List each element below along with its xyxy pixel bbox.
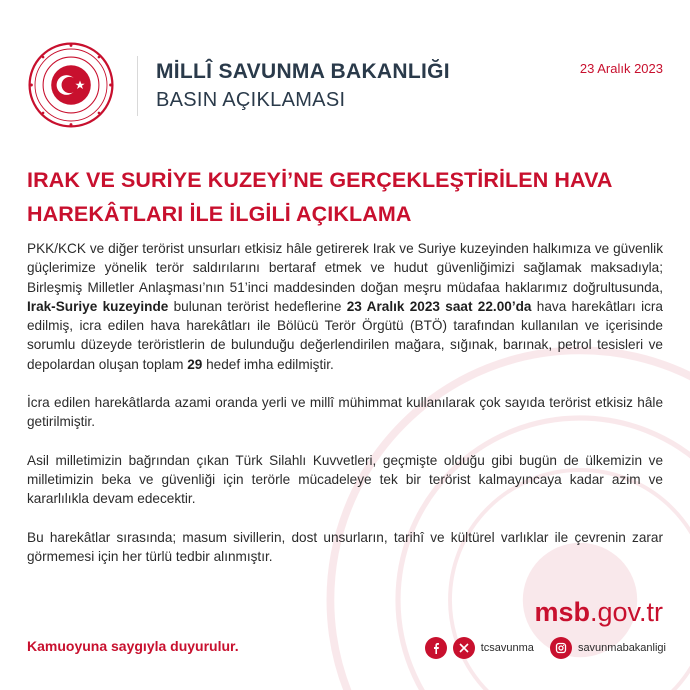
release-date: 23 Aralık 2023 (579, 61, 663, 76)
title-line-1: IRAK VE SURİYE KUZEYİ’NE GERÇEKLEŞTİRİLEN HAVA (27, 168, 613, 192)
closing-statement: Kamuoyuna saygıyla duyurulur. (27, 638, 239, 654)
paragraph-2: İcra edilen harekâtlarda azami oranda yerli ve millî mühimmat kullanılarak çok sayıda terörist etkisiz hâle getirilmiştir. (27, 395, 663, 430)
p1-text-e: hava harekâtları icra edilmiş, icra edilen hava harekâtları ile Bölücü Terör Örgütü (BTÖ) tarafından kullanılan ve içerisinde sorumlu düzeyde teröristlerin de bulunduğu değerlendirilen mağara, sığınak, barınak, petrol tesisleri ve depolardan oluşan toplam (27, 298, 663, 372)
statement-body (27, 239, 663, 585)
paragraph-4: Bu harekâtlar sırasında; masum sivillerin, dost unsurların, tarihî ve kültürel varlıklar ile çevrenin zarar görmemesi için her türlü tedbir alınmıştır. (27, 529, 663, 564)
website-link[interactable] (534, 597, 663, 628)
p1-datetime-bold: 23 Aralık 2023 saat 22.00’da (346, 298, 532, 314)
instagram-icon[interactable] (550, 637, 572, 659)
social-links (425, 637, 666, 659)
ministry-name: MİLLÎ SAVUNMA BAKANLIĞI (156, 60, 450, 83)
p1-text-c: bulunan terörist hedeflerine (168, 298, 347, 314)
p1-text-g: hedef imha edilmiştir. (202, 356, 334, 372)
document-type: BASIN AÇIKLAMASI (156, 89, 346, 111)
page-title (27, 163, 667, 231)
header-divider (137, 56, 138, 116)
website-domain-rest: .gov.tr (589, 597, 663, 627)
twitter-handle[interactable]: tcsavunma (480, 642, 534, 654)
p1-target-count-bold: 29 (187, 356, 203, 372)
p1-text-a: PKK/KCK ve diğer terörist unsurları etkisiz hâle getirerek Irak ve Suriye kuzeyinden halkımıza ve güvenlik güçlerimize yönelik terör saldırılarını bertaraf etmek ve hudut güvenliğimizi sağlamak maksadıyla; Birleşmiş Milletler Anlaşması’nın 51’inci maddesinden doğan meşru müdafaa haklarımız doğrultusunda, (27, 241, 663, 295)
paragraph-3: Asil milletimizin bağrından çıkan Türk Silahlı Kuvvetleri, geçmişte olduğu gibi bugün de ülkemizin ve milletimizin beka ve güvenliği için terörle mücadeleye tek bir terörist kalmayıncaya kadar azim ve kararlılıkla devam edecektir. (27, 452, 663, 507)
website-domain-bold: msb (534, 597, 590, 627)
facebook-icon[interactable] (425, 637, 447, 659)
emblem-icon (26, 40, 116, 130)
title-line-2: HAREKÂTLARI İLE İLGİLİ AÇIKLAMA (27, 202, 412, 226)
p1-location-bold: Irak-Suriye kuzeyinde (27, 298, 169, 314)
x-twitter-icon[interactable] (453, 637, 475, 659)
instagram-handle[interactable]: savunmabakanligi (577, 642, 666, 654)
paragraph-1 (27, 239, 663, 374)
document-header (0, 0, 690, 150)
